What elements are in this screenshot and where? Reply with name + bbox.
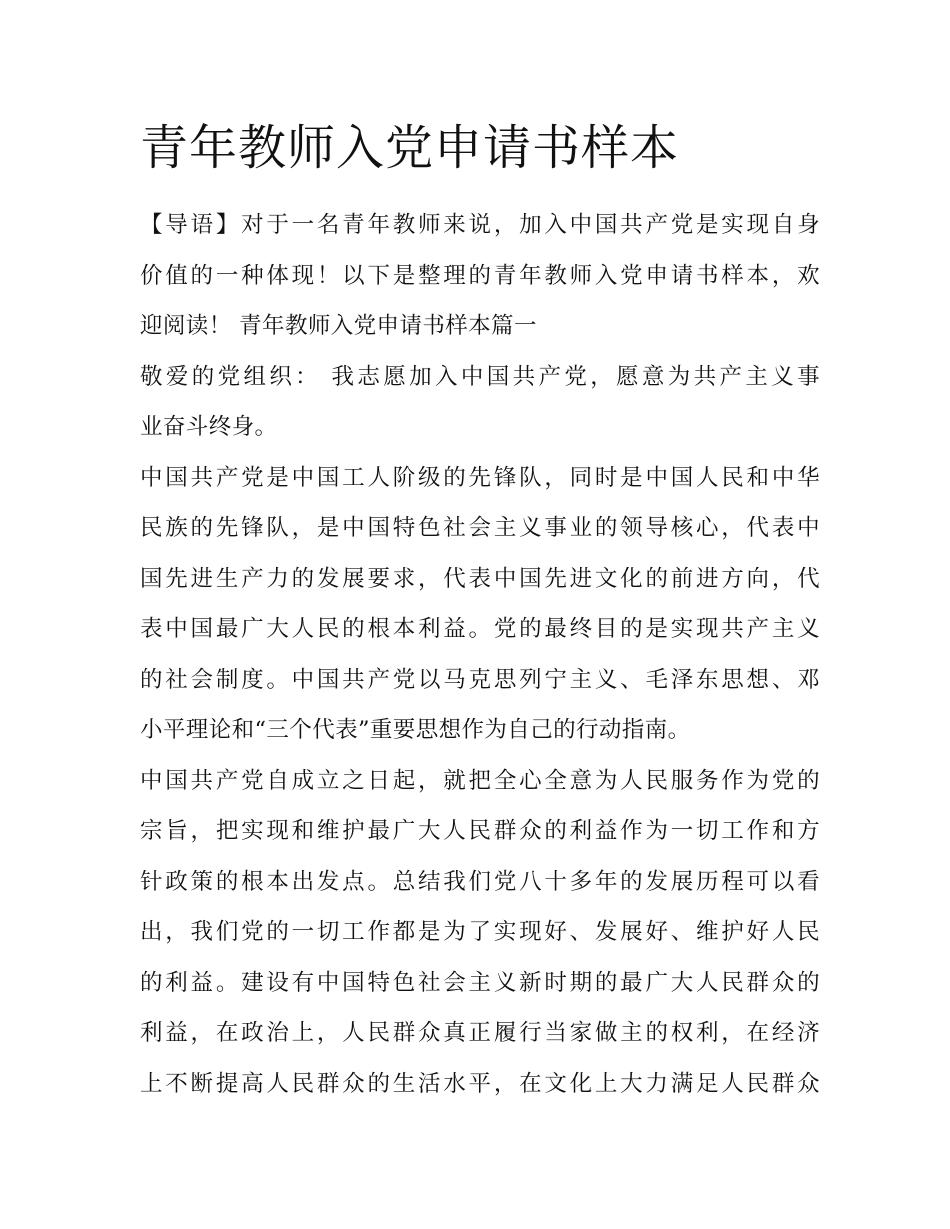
text-line: 针政策的根本出发点。总结我们党八十多年的发展历程可以看	[140, 868, 820, 895]
text-line: 的利益。建设有中国特色社会主义新时期的最广大人民群众的	[140, 969, 820, 996]
text-line: 出，我们党的一切工作都是为了实现好、发展好、维护好人民	[140, 919, 820, 945]
paragraph-party-nature	[140, 453, 820, 756]
document-body	[140, 200, 820, 1109]
paragraph-salutation	[140, 352, 820, 453]
text-line: 利益，在政治上，人民群众真正履行当家做主的权利，在经济	[140, 1020, 820, 1046]
paragraph-party-purpose	[140, 756, 820, 1110]
text-line: 业奋斗终身。	[140, 414, 278, 440]
text-line: 中国共产党自成立之日起，就把全心全意为人民服务作为党的	[140, 767, 820, 794]
text-line: 敬爱的党组织： 我志愿加入中国共产党，愿意为共产主义事	[140, 363, 820, 390]
text-line: 价值的一种体现！以下是整理的青年教师入党申请书样本，欢	[140, 262, 820, 289]
text-line: 上不断提高人民群众的生活水平，在文化上大力满足人民群众	[140, 1070, 820, 1097]
text-line: 小平理论和“三个代表”重要思想作为自己的行动指南。	[140, 717, 691, 743]
text-line: 的社会制度。中国共产党以马克思列宁主义、毛泽东思想、邓	[140, 666, 820, 693]
text-line: 民族的先锋队，是中国特色社会主义事业的领导核心，代表中	[140, 515, 820, 541]
text-line: 表中国最广大人民的根本利益。党的最终目的是实现共产主义	[140, 616, 820, 642]
paragraph-intro	[140, 200, 820, 352]
text-line: 迎阅读！ 青年教师入党申请书样本篇一	[140, 313, 537, 339]
document-title: 青年教师入党申请书样本	[140, 120, 680, 176]
text-line: 【导语】对于一名青年教师来说，加入中国共产党是实现自身	[140, 212, 820, 238]
text-line: 国先进生产力的发展要求，代表中国先进文化的前进方向，代	[140, 565, 820, 592]
text-line: 宗旨，把实现和维护最广大人民群众的利益作为一切工作和方	[140, 818, 820, 844]
text-line: 中国共产党是中国工人阶级的先锋队，同时是中国人民和中华	[140, 464, 820, 491]
